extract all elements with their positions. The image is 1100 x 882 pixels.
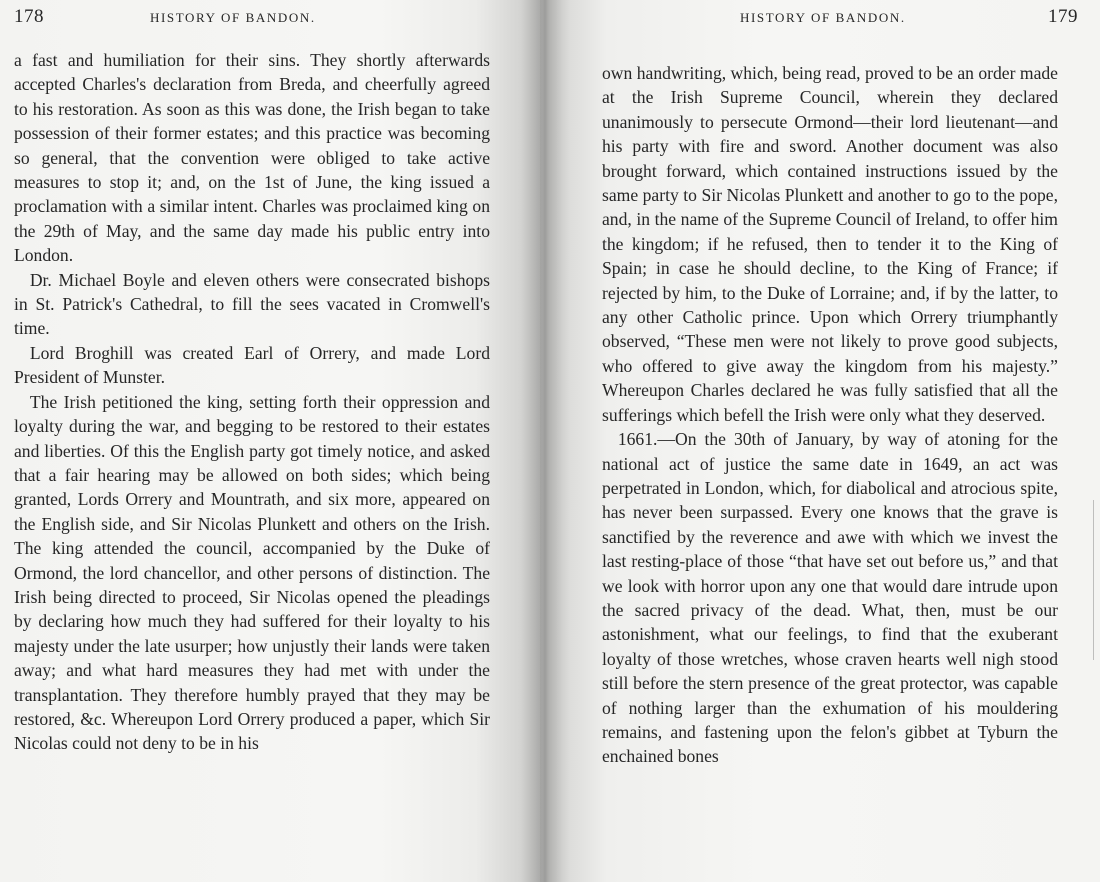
page-edge-mark: [1093, 500, 1094, 660]
right-page-number: 179: [1048, 6, 1078, 27]
left-page-number: 178: [14, 6, 44, 27]
left-paragraph-2: Dr. Michael Boyle and eleven others were consecrated bishops in St. Patrick's Cathedral, to fill the sees vacated in Cromwell's time.: [14, 269, 490, 339]
right-running-title: HISTORY OF BANDON.: [740, 10, 906, 25]
right-body-text: [602, 61, 1058, 769]
left-body-text: [14, 48, 490, 756]
right-paragraph-1: own handwriting, which, being read, proved to be an order made at the Irish Supreme Council, wherein they declared unanimously to persecute Ormond—their lord lieutenant—and his party with fire and sword. Another document was also brought forward, which contained instructions issued by the same party to Sir Nicolas Plunkett and another to go to the pope, and, in the name of the Supreme Council of Ireland, to offer him the kingdom; if he refused, then to tender it to the King of Spain; in case he should decline, to the King of France; if rejected by him, to the Duke of Lorraine; and, if by the latter, to any other Catholic prince. Upon which Orrery triumphantly observed, “These men were not likely to prove good subjects, who offered to give away the kingdom from his majesty.” Whereupon Charles declared he was fully satisfied that all the sufferings which befell the Irish were only what they deserved.: [602, 63, 1058, 425]
right-paragraph-2: 1661.—On the 30th of January, by way of atoning for the national act of justice the same date in 1649, an act was perpetrated in London, which, for diabolical and atrocious spite, has never been surpassed. Every one knows that the grave is sanctified by the reverence and awe with which we invest the last resting-place of those “that have set out before us,” and that we look with horror upon any one that would dare intrude upon the sacred privacy of the dead. What, then, must be our astonishment, what our feelings, to find that the exuberant loyalty of those wretches, whose craven hearts well nigh stood still before the stern presence of the great protector, was capable of nothing larger than the exhumation of his mouldering remains, and fastening upon the felon's gibbet at Tyburn the enchained bones: [602, 429, 1058, 767]
left-paragraph-1: a fast and humiliation for their sins. They shortly afterwards accepted Charles's declaration from Breda, and cheerfully agreed to his restoration. As soon as this was done, the Irish began to take possession of their former estates; and this practice was becoming so general, that the convention were obliged to take active measures to stop it; and, on the 1st of June, the king issued a proclamation with a similar intent. Charles was proclaimed king on the 29th of May, and the same day made his public entry into London.: [14, 50, 490, 266]
left-paragraph-4: The Irish petitioned the king, setting forth their oppression and loyalty during the war, and begging to be restored to their estates and liberties. Of this the English party got timely notice, and asked that a fair hearing may be allowed on both sides; which being granted, Lords Orrery and Mountrath, and six more, appeared on the English side, and Sir Nicolas Plunkett and others on the Irish. The king attended the council, accompanied by the Duke of Ormond, the lord chancellor, and other persons of distinction. The Irish being directed to proceed, Sir Nicolas opened the pleadings by declaring how much they had suffered for their loyalty to his majesty under the late usurper; how unjustly their lands were taken away; and what hard measures they had met with under the transplantation. They therefore humbly prayed that they may be restored, &c. Whereupon Lord Orrery produced a paper, which Sir Nicolas could not deny to be in his: [14, 391, 490, 754]
right-page: [540, 0, 1100, 882]
left-page: [0, 0, 540, 882]
left-running-title: HISTORY OF BANDON.: [150, 10, 316, 25]
left-paragraph-3: Lord Broghill was created Earl of Orrery, and made Lord President of Munster.: [14, 342, 490, 388]
right-running-head: [540, 0, 1100, 40]
left-running-head: [0, 0, 540, 40]
